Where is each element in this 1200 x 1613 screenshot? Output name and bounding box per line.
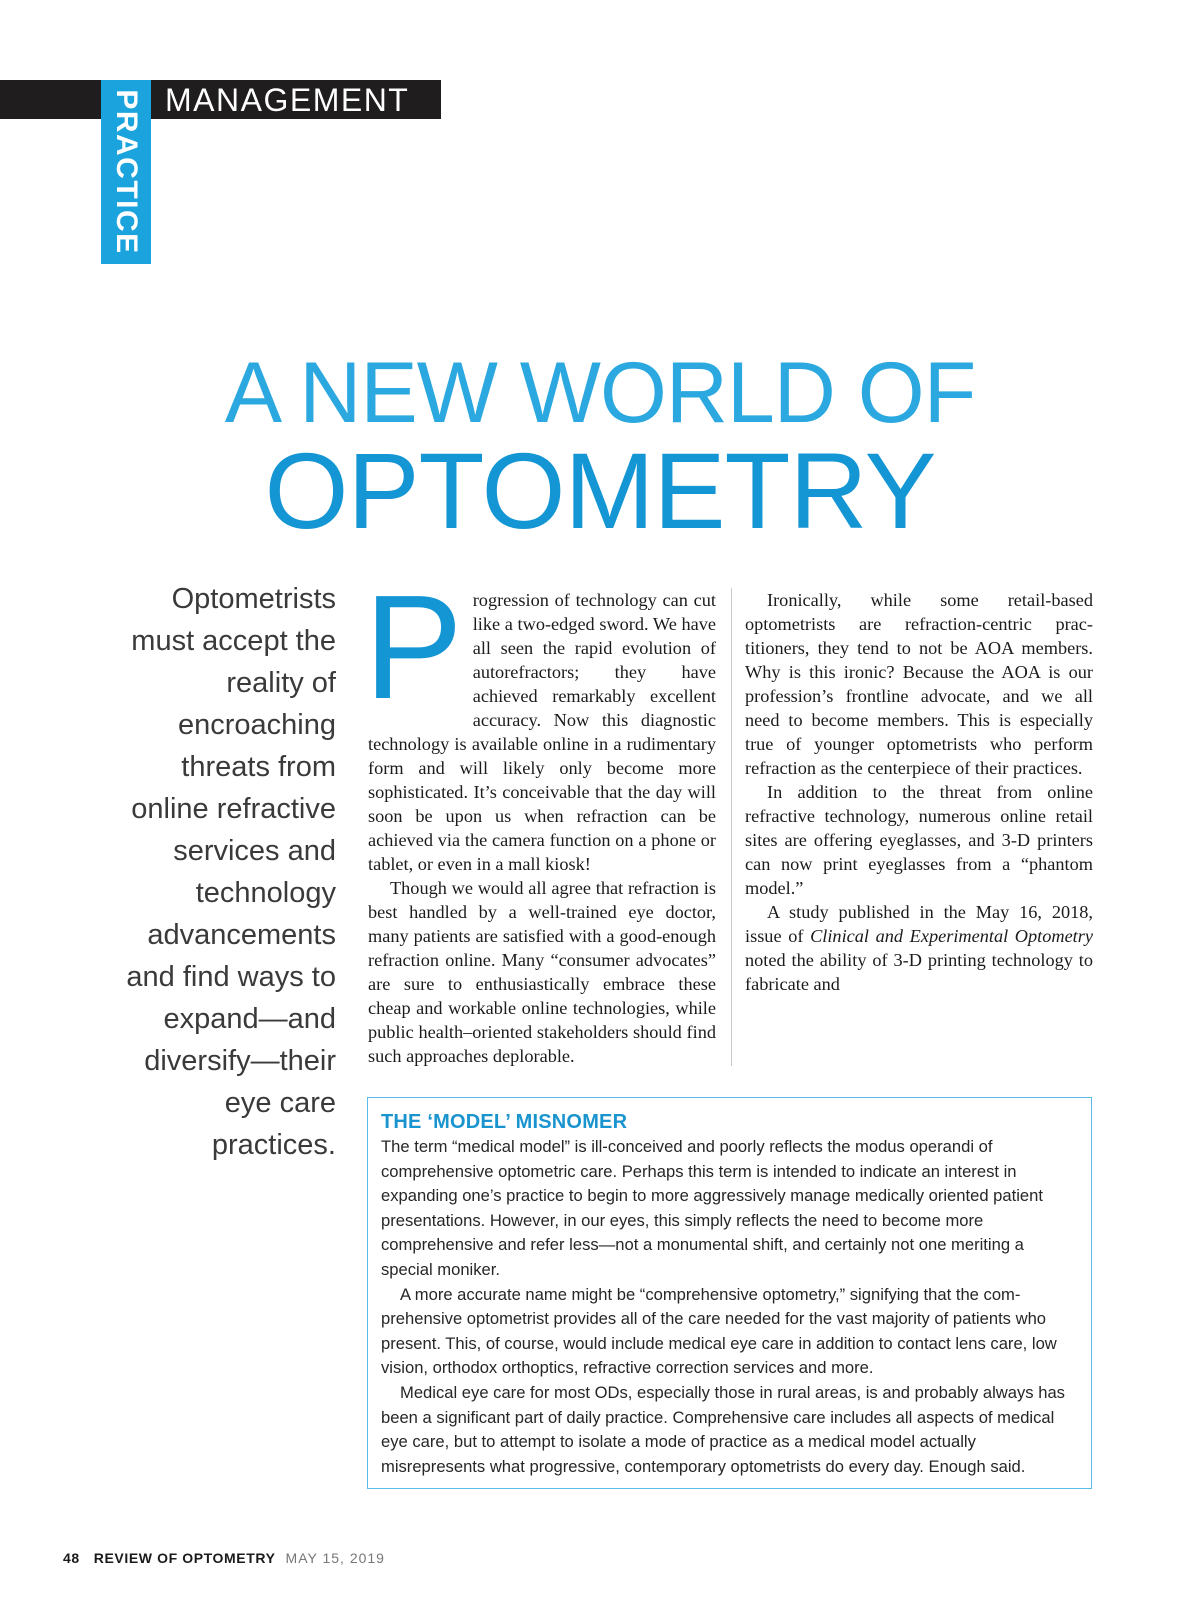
headline-line-1: A NEW WORLD OF <box>224 345 976 441</box>
column-divider <box>731 588 732 1066</box>
body-column-2 <box>745 588 1093 996</box>
headline-line-2: OPTOMETRY <box>264 430 936 551</box>
body-column-1 <box>364 565 716 1068</box>
body-paragraph: Progression of technology can cut like a two-edged sword. We have all seen the rapid evolution of autorefractors; they have achieved remarkably excellent accuracy. Now this diagnostic technology is available online in a rudimentary form and will likely only become more sophisticated. It’s conceivable that the day will soon be upon us when refraction can be achieved via the camera function on a phone or tablet, or even in a mall kiosk! <box>364 565 716 874</box>
sidebar-paragraph: Medical eye care for most ODs, especially those in rural areas, is and probably always has been a significant part of daily practice. Comprehensive care includes all aspects of medical eye care, but to attempt to isolate a mode of practice as a medical model actually misrepresents what progressive, contemporary optometrists do every day. Enough said. <box>381 1382 1065 1476</box>
body-paragraph: In addition to the threat from online refractive technology, numerous online retail sites are offering eyeglasses, and 3-D printers can now print eyeglasses from a “phantom model.” <box>745 782 1093 898</box>
practice-tab-label: PRACTICE <box>110 89 143 255</box>
sidebar-title: THE ‘MODEL’ MISNOMER <box>381 1111 628 1133</box>
dropcap: P <box>364 565 463 730</box>
sidebar-box <box>367 1097 1092 1489</box>
publication-name: REVIEW OF OPTOMETRY <box>93 1550 276 1566</box>
issue-date: MAY 15, 2019 <box>285 1550 385 1566</box>
deck-summary: Optometrists must accept the reality of encroaching threats from online refractive services and technology advancements and find ways to expand—and diversify—their eye care practices. <box>126 583 336 1161</box>
sidebar-paragraph: The term “medical model” is ill-conceived and poorly reflects the modus operandi of comprehensive optometric care. Perhaps this term is intended to indicate an interest in expanding one’s practice to begin to more aggressively manage medically oriented patient presentations. However, in our eyes, this simply reflects the need to become more comprehensive and refer less—not a monumental shift, and certainly not one meriting a special moniker. <box>381 1137 1043 1279</box>
sidebar-paragraph: A more accurate name might be “comprehensive optometry,” signifying that the comprehensive optometrist provides all of the care needed for the vast majority of patients who present. This, of course, would include medical eye care in addition to contact lens care, low vision, orthodox orthoptics, refractive correction services and more. <box>381 1284 1057 1378</box>
body-paragraph: Though we would all agree that refraction is best handled by a well-trained eye doctor, many patients are satisfied with a good-enough refraction online. Many “consumer advocates” are sure to enthusiastically embrace these cheap and workable online technologies, while public health–oriented stakeholders should find such approaches deplorable. <box>368 878 716 1066</box>
body-paragraph: A study published in the May 16, 2018, issue of Clinical and Experimental Optometry noted the ability of 3-D printing technology to fabricate and <box>745 902 1093 994</box>
page-footer <box>63 1549 385 1567</box>
section-label: MANAGEMENT <box>165 82 410 118</box>
journal-name: Clinical and Experimental Optometry <box>810 926 1093 946</box>
page-number: 48 <box>63 1550 80 1566</box>
body-paragraph: Ironically, while some retail-based optometrists are refraction-centric practitioners, they tend to not be AOA members. Why is this ironic? Because the AOA is our profession’s frontline advocate, and we all need to become members. This is especially true of younger optometrists who perform refraction as the centerpiece of their practices. <box>745 590 1093 778</box>
